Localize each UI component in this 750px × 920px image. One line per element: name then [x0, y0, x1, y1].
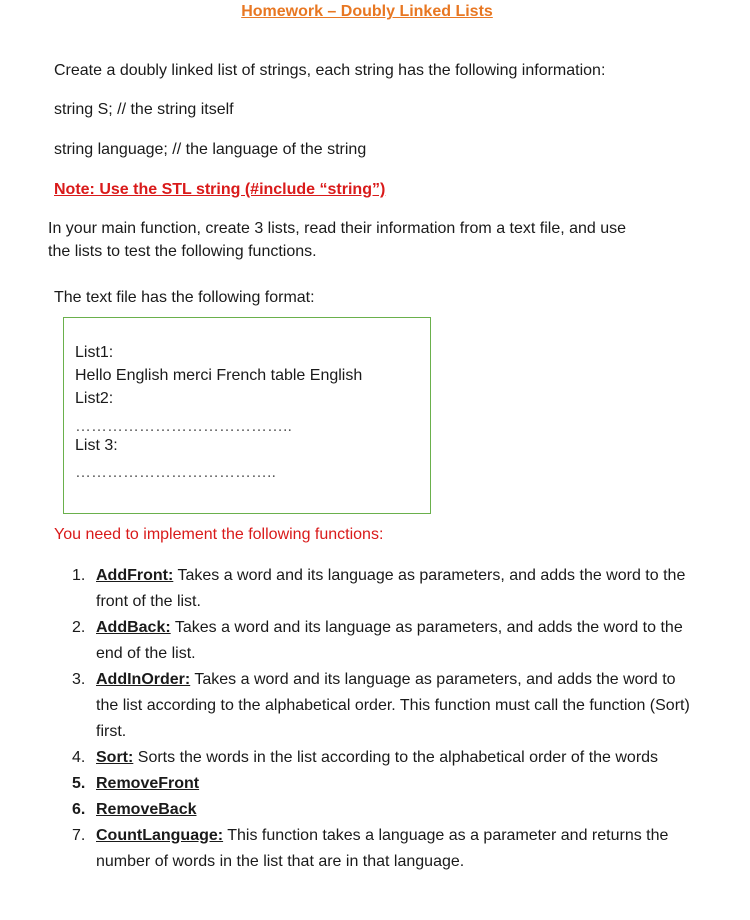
function-name: AddBack: — [96, 619, 171, 636]
note-text: Note: Use the STL string (#include “string”) — [54, 181, 386, 198]
page-title: Homework – Doubly Linked Lists — [241, 3, 493, 20]
function-name: CountLanguage: — [96, 827, 224, 844]
list-item — [72, 745, 692, 771]
intro-text: Create a doubly linked list of strings, each string has the following information: — [54, 62, 606, 79]
function-list — [72, 563, 692, 875]
format-intro: The text file has the following format: — [54, 289, 315, 306]
list-item — [72, 823, 692, 875]
field-language-text: string language; // the language of the string — [54, 141, 367, 158]
item-number: 7. — [72, 827, 86, 844]
list-item — [72, 797, 692, 823]
file-dots-1: ………………………………….. — [75, 418, 292, 435]
file-list3-label: List 3: — [75, 437, 118, 454]
list-item — [72, 615, 692, 667]
item-number: 3. — [72, 671, 86, 688]
main-instruction-line1: In your main function, create 3 lists, read their information from a text file, and use — [48, 220, 627, 237]
item-number: 4. — [72, 749, 86, 766]
field-s-text: string S; // the string itself — [54, 101, 234, 118]
function-desc: Takes a word and its language as parameters, and adds the word to the list according to the alphabetical order. This function must call the function (Sort) first. — [96, 671, 690, 740]
implement-heading: You need to implement the following functions: — [54, 526, 384, 543]
function-desc: Takes a word and its language as parameters, and adds the word to the end of the list. — [96, 619, 683, 662]
function-name: AddInOrder: — [96, 671, 191, 688]
function-desc: This function takes a language as a parameter and returns the number of words in the list that are in that language. — [96, 827, 669, 870]
function-name: Sort: — [96, 749, 134, 766]
list-item — [72, 667, 692, 745]
list-item — [72, 771, 692, 797]
item-number: 5. — [72, 775, 86, 792]
main-instruction-line2: the lists to test the following functions. — [48, 243, 317, 260]
file-format-box — [63, 317, 431, 514]
item-number: 1. — [72, 567, 86, 584]
function-desc: Takes a word and its language as parameters, and adds the word to the front of the list. — [96, 567, 686, 610]
file-dots-2: ……………………………….. — [75, 464, 276, 481]
file-list1-content: Hello English merci French table English — [75, 367, 363, 384]
function-name: AddFront: — [96, 567, 174, 584]
function-desc: Sorts the words in the list according to the alphabetical order of the words — [133, 749, 659, 766]
function-name: RemoveFront — [96, 775, 200, 792]
item-number: 6. — [72, 801, 86, 818]
function-name: RemoveBack — [96, 801, 197, 818]
item-number: 2. — [72, 619, 86, 636]
list-item — [72, 563, 692, 615]
file-list2-label: List2: — [75, 390, 114, 407]
file-list1-label: List1: — [75, 344, 114, 361]
